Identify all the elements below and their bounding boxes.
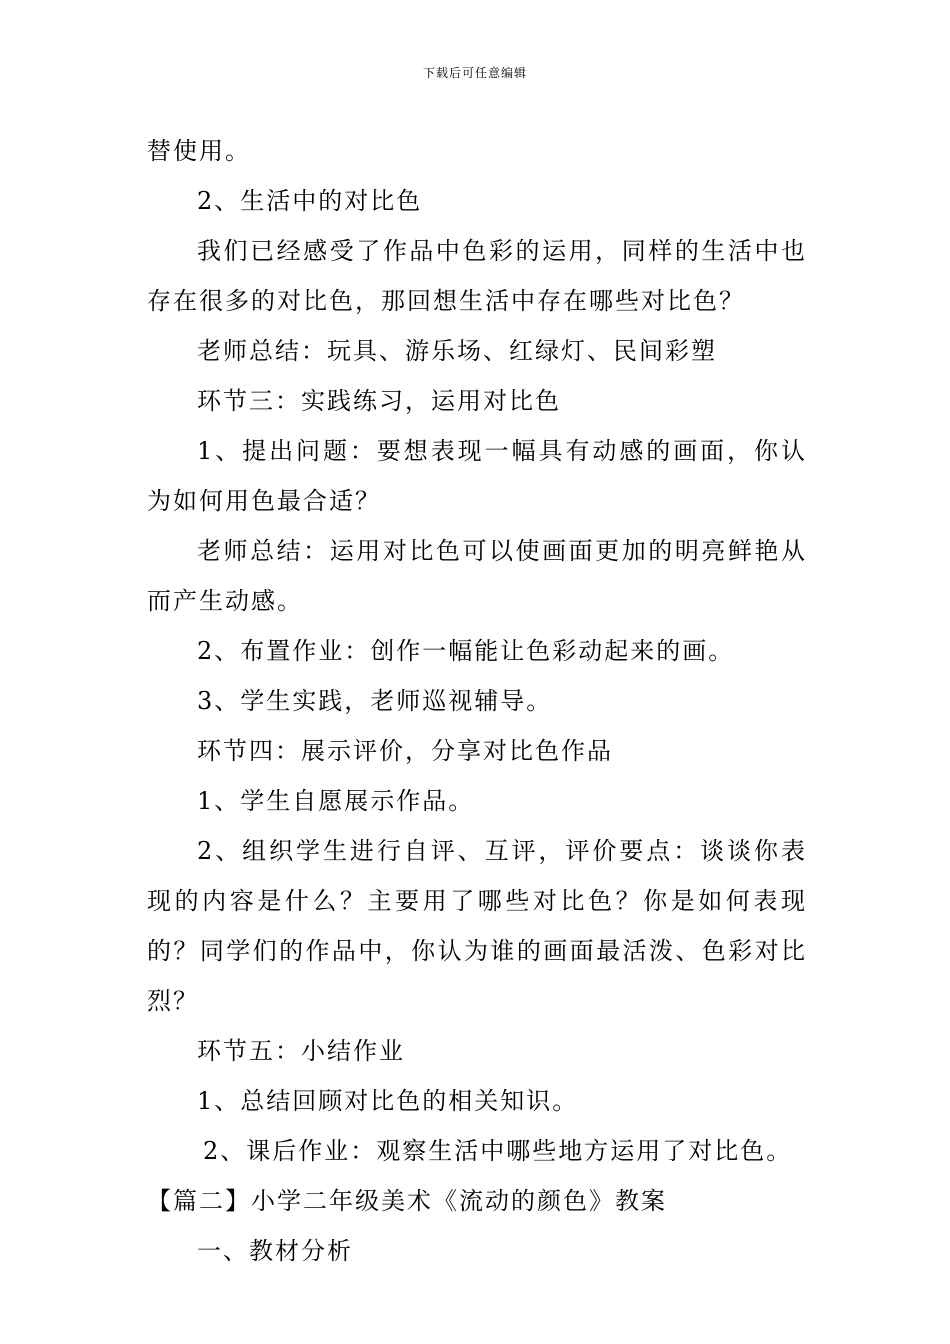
paragraph: 2、组织学生进行自评、互评，评价要点：谈谈你表现的内容是什么？主要用了哪些对比色？你是如何表现的？同学们的作品中，你认为谁的画面最活泼、色彩对比烈？ — [147, 837, 807, 1015]
paragraph: 3、学生实践，老师巡视辅导。 — [197, 687, 553, 715]
section-heading: 一、教材分析 — [197, 1237, 353, 1265]
section-heading: 环节五：小结作业 — [197, 1037, 405, 1065]
paragraph: 1、学生自愿展示作品。 — [197, 787, 475, 815]
header-note: 下载后可任意编辑 — [422, 66, 527, 80]
article-title: 【篇二】小学二年级美术《流动的颜色》教案 — [147, 1187, 667, 1215]
section-heading: 环节三：实践练习，运用对比色 — [197, 387, 561, 415]
document-body — [147, 126, 807, 1276]
paragraph: 老师总结：运用对比色可以使画面更加的明亮鲜艳从而产生动感。 — [147, 537, 807, 615]
paragraph: 1、总结回顾对比色的相关知识。 — [197, 1087, 579, 1115]
paragraph: 2、生活中的对比色 — [197, 187, 423, 215]
paragraph: 老师总结：玩具、游乐场、红绿灯、民间彩塑 — [197, 337, 717, 365]
section-heading: 环节四：展示评价，分享对比色作品 — [197, 737, 613, 765]
paragraph: 2、布置作业：创作一幅能让色彩动起来的画。 — [197, 637, 735, 665]
paragraph: 1、提出问题：要想表现一幅具有动感的画面，你认为如何用色最合适？ — [147, 437, 807, 515]
paragraph: 替使用。 — [147, 137, 251, 165]
paragraph: 我们已经感受了作品中色彩的运用，同样的生活中也存在很多的对比色，那回想生活中存在哪些对比色？ — [147, 237, 807, 315]
paragraph: 2、课后作业：观察生活中哪些地方运用了对比色。 — [203, 1137, 793, 1165]
